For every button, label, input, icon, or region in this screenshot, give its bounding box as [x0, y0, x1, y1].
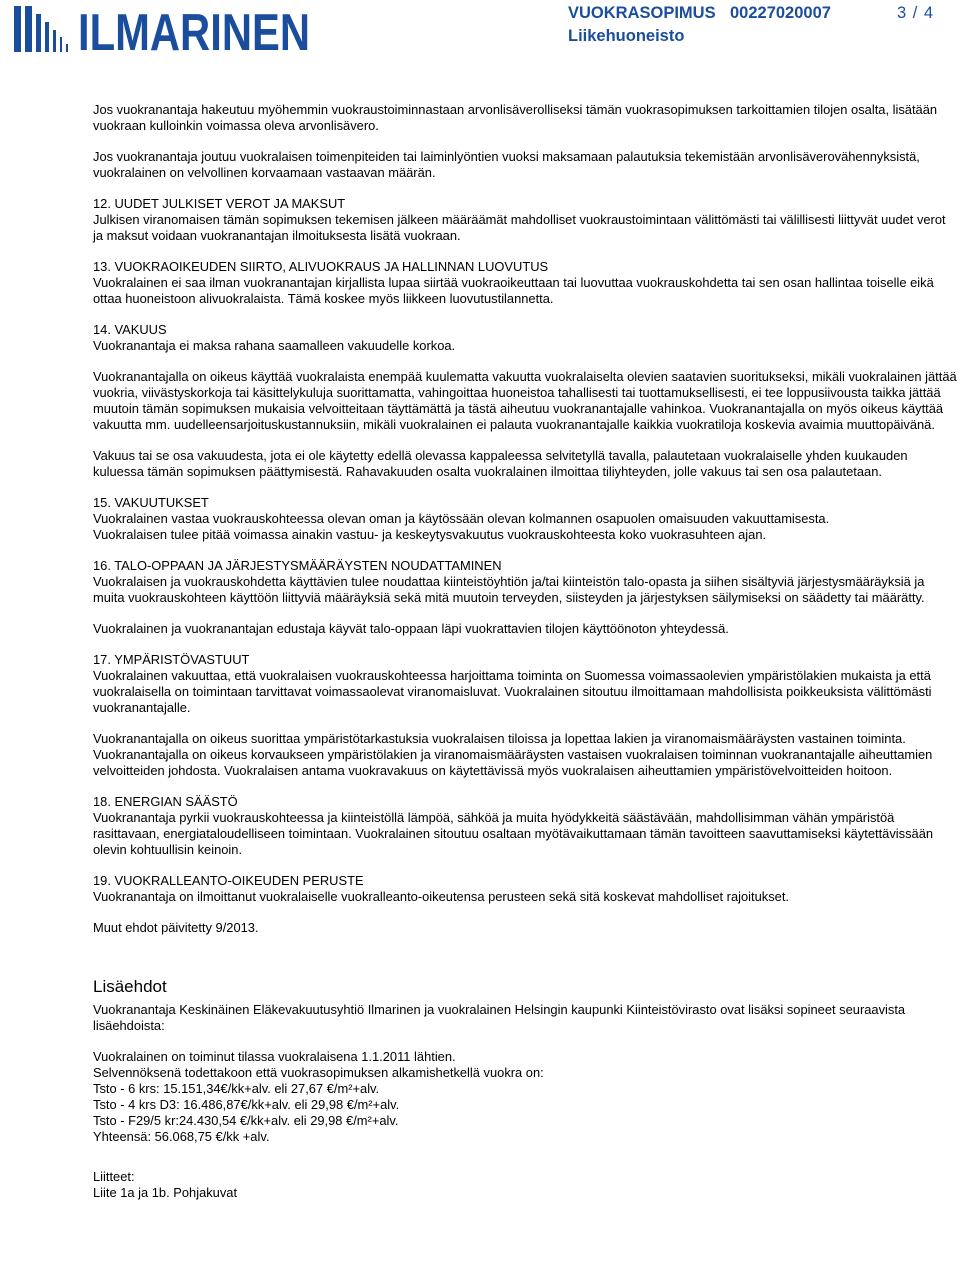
- page-header: [0, 0, 960, 60]
- paragraph-vat: Jos vuokranantaja hakeutuu myöhemmin vuokraustoiminnastaan arvonlisäverolliseksi tämän vuokrasopimuksen tarkoittamien tilojen osalta, lisätään vuokraan kulloinkin voimassa oleva arvonlisävero.: [93, 102, 938, 133]
- list-item: Tsto - F29/5 kr:24.430,54 €/kk+alv. eli 29,98 €/m²+alv.: [93, 1113, 399, 1128]
- section-title: 15. VAKUUTUKSET: [93, 495, 209, 510]
- list-item: Yhteensä: 56.068,75 €/kk +alv.: [93, 1129, 270, 1144]
- additional-terms-lines: [93, 1049, 959, 1145]
- section-text: Vuokranantaja on ilmoittanut vuokralaiselle vuokralleanto-oikeutensa perusteen sekä sitä koskevat mahdolliset rajoitukset.: [93, 889, 790, 904]
- section-text: Vuokralainen ei saa ilman vuokranantajan kirjallista lupaa siirtää vuokraoikeuttaan tai luovuttaa vuokrauskohdetta tai sen osan hallintaa toiselle eikä ottaa huoneistoon alivuokralaista. Tämä koskee myös liikkeen luovutustilannetta.: [93, 275, 934, 306]
- section-12: [93, 196, 959, 244]
- section-14: [93, 322, 959, 480]
- ilmarinen-logo: [12, 4, 312, 62]
- section-18: [93, 794, 959, 858]
- document-body: [93, 102, 959, 1201]
- section-text: Vuokranantaja ei maksa rahana saamalleen vakuudelle korkoa.: [93, 338, 456, 353]
- terms-updated: Muut ehdot päivitetty 9/2013.: [93, 920, 259, 935]
- section-16: [93, 558, 959, 637]
- logo-text: ILMARINEN: [78, 4, 310, 62]
- additional-terms-title: Lisäehdot: [93, 977, 167, 996]
- section-text: Vuokranantajalla on oikeus käyttää vuokralaista enempää kuulematta vakuutta vuokralaiselta olevien saatavien suoritukseksi, mikäli vuokralainen jättää vuokria, viivästyskorkoja tai käsittelykuluja suorittamatta, vahingoittaa huoneistoa tahallisesti tai tuottamuksellisesti, ei tee loppusiivousta taikka jättää muutoin tämän sopimuksen mukaisia velvoitteitaan täyttämättä ja tästä aiheutuu vuokranantajalle vahinkoa. Vuokranantajalla on myös oikeus käyttää vakuutta mm. uudelleensarjoituskustannuksiin, mikäli vuokralainen ei palauta vuokranantajalle kaikkia vuokratiloja koskevia avaimia muuttopäivänä.: [93, 369, 957, 432]
- list-item: Vuokralainen on toiminut tilassa vuokralaisena 1.1.2011 lähtien.: [93, 1049, 456, 1064]
- section-15: [93, 495, 959, 543]
- section-text: Vuokranantajalla on oikeus suorittaa ympäristötarkastuksia vuokralaisen tiloissa ja lopettaa lakien ja viranomaismääräysten vastainen toiminta. Vuokranantajalla on oikeus korvaukseen ympäristölakien ja viranomaismääräysten vastaisen vuokralaisen toiminnan vuokranantajalle aiheuttamien velvoitteiden johdosta. Vuokralaisen antama vuokravakuus on käytettävissä myös vuokralaisen aiheuttamien ympäristövelvoitteiden hoitoon.: [93, 731, 933, 778]
- section-text: Vuokralainen vakuuttaa, että vuokralaisen vuokrauskohteessa harjoittama toiminta on Suomessa voimassaolevien ympäristölakien mukaista ja että vuokralaisella on toimintaan tarvittavat voimassaolevat viranomaisluvat. Vuokralainen sitoutuu ilmoittamaan mahdollisista poikkeuksista välittömästi vuokranantajalle.: [93, 668, 932, 715]
- section-text: Vuokranantaja pyrkii vuokrauskohteessa ja kiinteistöllä lämpöä, sähköä ja muita hyödykkeitä säästävään, mahdollisimman vähän ympäristöä rasittavaan, energiataloudelliseen toimintaan. Vuokralainen sitoutuu osaltaan myötävaikuttamaan tämän tavoitteen saavuttamiseksi käytettävissään olevin kohtuullisin keinoin.: [93, 810, 934, 857]
- section-title: 14. VAKUUS: [93, 322, 167, 337]
- section-text: Vakuus tai se osa vakuudesta, jota ei ole käytetty edellä olevassa kappaleessa selvitetyllä tavalla, palautetaan vuokralaiselle yhden kuukauden kuluessa tämän sopimuksen päättymisestä. Rahavakuuden osalta vuokralainen ilmoittaa tiliyhteyden, jolle vakuus tai sen osa palautetaan.: [93, 448, 908, 479]
- section-text: Vuokralaisen ja vuokrauskohdetta käyttävien tulee noudattaa kiinteistöyhtiön ja/tai kiinteistön talo-opasta ja siihen sisältyviä järjestysmääräyksiä ja muita vuokrauskohteen käyttöön liittyviä määräyksiä sekä mitä muutoin terveyden, siisteyden ja järjestyksen säilymiseksi on säädetty tai määrätty.: [93, 574, 925, 605]
- list-item: Tsto - 4 krs D3: 16.486,87€/kk+alv. eli 29,98 €/m²+alv.: [93, 1097, 400, 1112]
- section-title: 16. TALO-OPPAAN JA JÄRJESTYSMÄÄRÄYSTEN NOUDATTAMINEN: [93, 558, 502, 573]
- section-title: 19. VUOKRALLEANTO-OIKEUDEN PERUSTE: [93, 873, 364, 888]
- list-item: Tsto - 6 krs: 15.151,34€/kk+alv. eli 27,67 €/m²+alv.: [93, 1081, 380, 1096]
- document-type: VUOKRASOPIMUS: [568, 4, 716, 22]
- section-text: Vuokralainen ja vuokranantajan edustaja käyvät talo-oppaan läpi vuokrattavien tilojen käyttöönoton yhteydessä.: [93, 621, 729, 636]
- section-text: Julkisen viranomaisen tämän sopimuksen tekemisen jälkeen määräämät mahdolliset vuokraustoimintaan välittömästi tai välillisesti liittyvät uudet verot ja maksut voidaan vuokranantajan ilmoituksesta lisätä vuokraan.: [93, 212, 946, 243]
- document-subtype: Liikehuoneisto: [568, 27, 685, 45]
- list-item: Selvennöksenä todettakoon että vuokrasopimuksen alkamishetkellä vuokra on:: [93, 1065, 544, 1080]
- section-title: 18. ENERGIAN SÄÄSTÖ: [93, 794, 238, 809]
- section-17: [93, 652, 959, 779]
- paragraph-vat-refund: Jos vuokranantaja joutuu vuokralaisen toimenpiteiden tai laiminlyöntien vuoksi maksamaan palautuksia tekemistään arvonlisäverovähennyksistä, vuokralainen on velvollinen korvaamaan vastaavan määrän.: [93, 149, 920, 180]
- additional-terms-intro: Vuokranantaja Keskinäinen Eläkevakuutusyhtiö Ilmarinen ja vuokralainen Helsingin kaupunki Kiinteistövirasto ovat lisäksi sopineet seuraavista lisäehdoista:: [93, 1002, 906, 1033]
- section-text: Vuokralainen vastaa vuokrauskohteessa olevan oman ja käytössään olevan kolmannen osapuolen omaisuuden vakuuttamisesta. Vuokralaisen tulee pitää voimassa ainakin vastuu- ja keskeytysvakuutus vuokrauskohteesta koko vuokrasuhteen ajan.: [93, 511, 830, 542]
- section-title: 13. VUOKRAOIKEUDEN SIIRTO, ALIVUOKRAUS JA HALLINNAN LUOVUTUS: [93, 259, 549, 274]
- document-number: 00227020007: [730, 4, 831, 22]
- attachments-list: Liite 1a ja 1b. Pohjakuvat: [93, 1185, 238, 1200]
- attachments: [93, 1169, 959, 1201]
- section-title: 17. YMPÄRISTÖVASTUUT: [93, 652, 250, 667]
- section-19: [93, 873, 959, 905]
- section-13: [93, 259, 959, 307]
- attachments-label: Liitteet:: [93, 1169, 135, 1184]
- page-number: 3 / 4: [897, 4, 935, 22]
- section-title: 12. UUDET JULKISET VEROT JA MAKSUT: [93, 196, 346, 211]
